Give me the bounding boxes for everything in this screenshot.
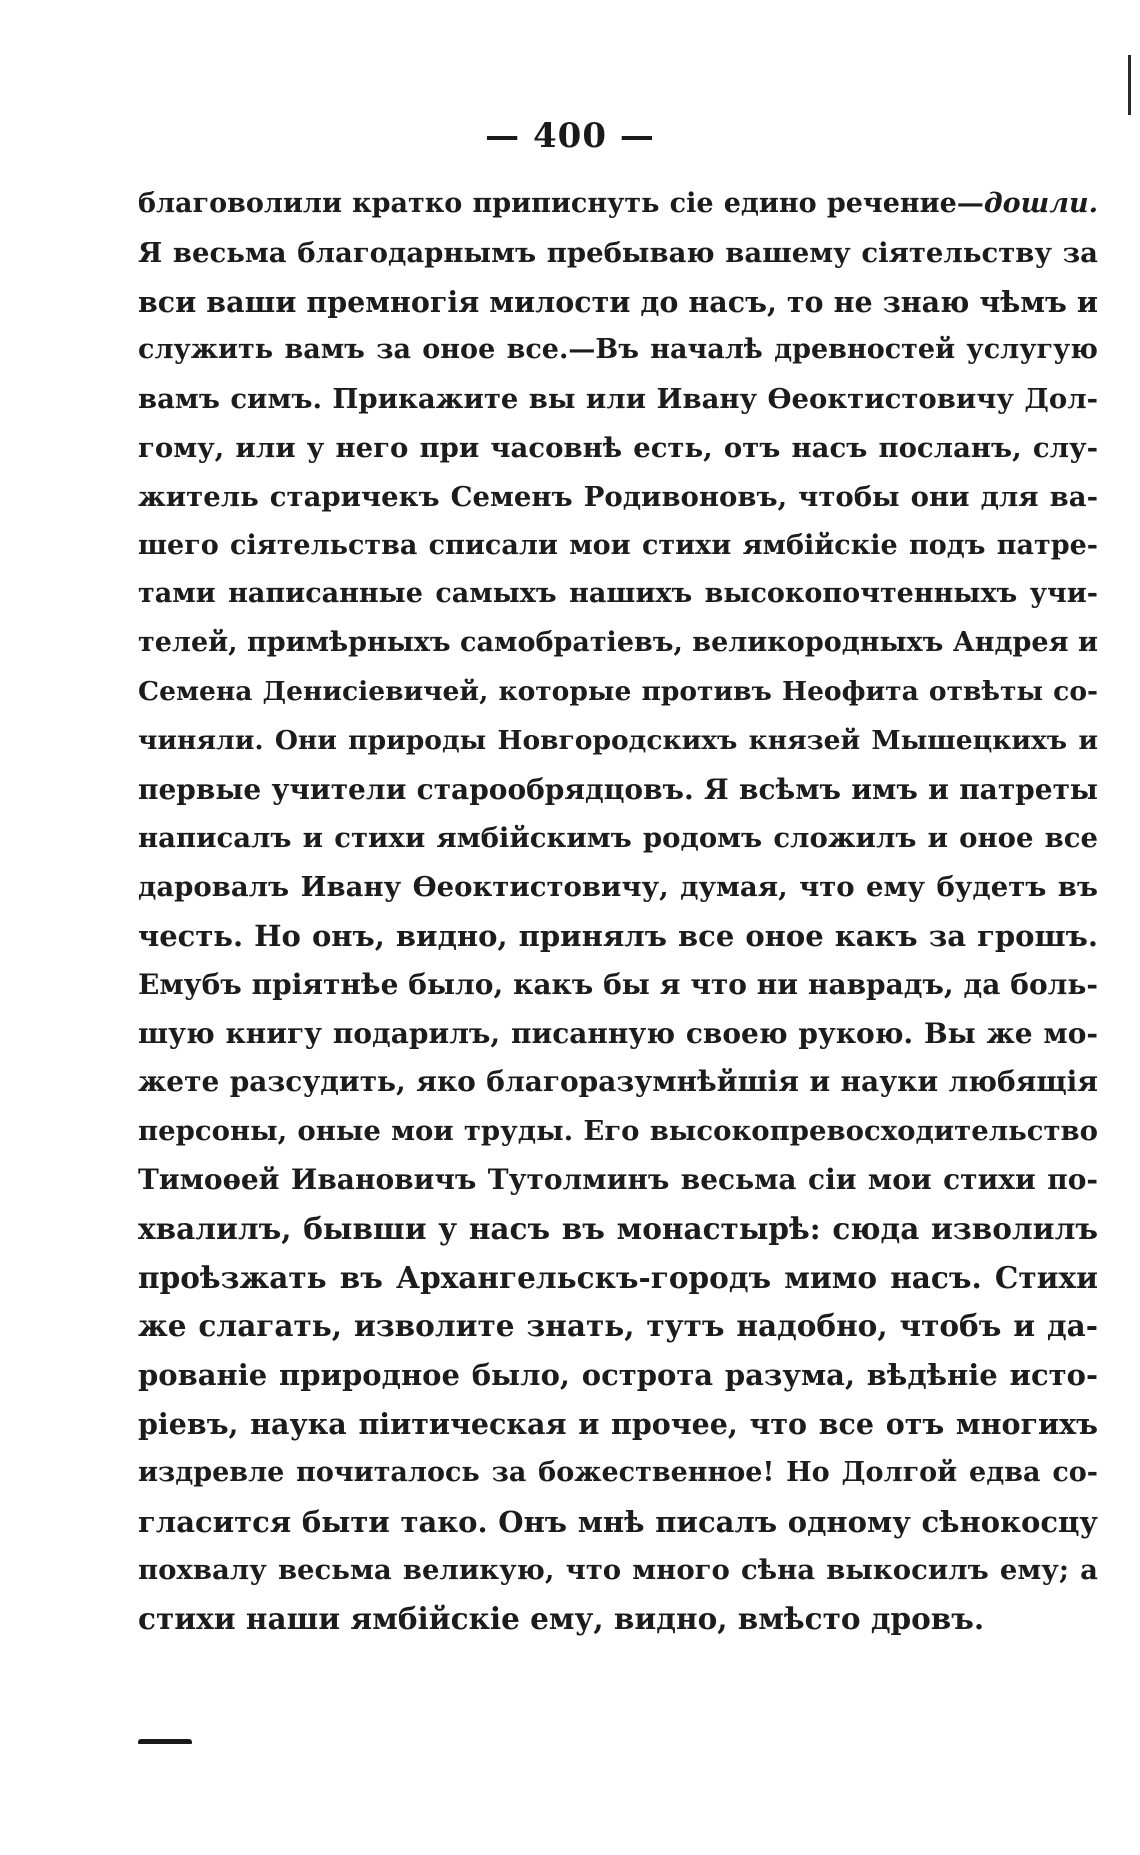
text-line-29: похвалу весьма великую, что много сѣна выкосилъ ему; а (138, 1554, 1098, 1587)
text-line-26: ріевъ, наука пiитическая и прочее, что все отъ многихъ (138, 1406, 1098, 1441)
body-text (138, 180, 1098, 1644)
text-line-3: вси ваши премногія милости до насъ, то не знаю чѣмъ и (138, 284, 1098, 319)
text-line-28: гласится быти тако. Онъ мнѣ писалъ одному сѣнокосцу (138, 1504, 1098, 1539)
text-line-2: Я весьма благодарнымъ пребываю вашему сіятельству за (138, 236, 1098, 269)
text-line-6: гому, или у него при часовнѣ есть, отъ насъ посланъ, слу- (138, 431, 1098, 464)
text-line-14: написалъ и стихи ямбійскимъ родомъ сложилъ и оное все (138, 822, 1098, 855)
text-line-19: жете разсудить, яко благоразумнѣйшія и науки любящія (138, 1065, 1098, 1099)
text-line-21: Тимоѳей Ивановичъ Тутолминъ весьма сіи мои стихи по- (138, 1162, 1098, 1196)
text-line-8: шего сіятельства списали мои стихи ямбійскіе подъ патре- (138, 529, 1098, 561)
footer-rule (138, 1739, 192, 1744)
page-edge-mark (1128, 55, 1131, 115)
text-line-23: проѣзжать въ Архангельскъ-городъ мимо насъ. Стихи (138, 1259, 1098, 1295)
text-line-22: хвалилъ, бывши у насъ въ монастырѣ: сюда изволилъ (138, 1210, 1098, 1246)
text-line-25: рованіе природное было, острота разума, вѣдѣніе исто- (138, 1358, 1098, 1393)
text-line-30: стихи наши ямбійскіе ему, видно, вмѣсто дровъ. (138, 1601, 985, 1637)
text-line-18: шую книгу подарилъ, писанную своею рукою. Вы же мо- (138, 1016, 1098, 1050)
text-line-5: вамъ симъ. Прикажите вы или Ивану Ѳеоктистовичу Дол- (138, 383, 1098, 416)
text-line-27: издревле почиталось за божественное! Но Долгой едва со- (138, 1456, 1098, 1488)
text-line-1-main: благоволили кратко приписнуть сіе едино речение— (138, 188, 984, 219)
italic-word: дошли. (983, 188, 1098, 219)
text-line-13: первые учители старообрядцовъ. Я всѣмъ имъ и патреты (138, 772, 1098, 806)
text-line-1 (138, 180, 1098, 229)
text-line-9: тами написанные самыхъ нашихъ высокопочтенныхъ учи- (138, 578, 1098, 610)
text-line-15: даровалъ Ивану Ѳеоктистовичу, думая, что ему будетъ въ (138, 871, 1098, 904)
text-line-12: чиняли. Они природы Новгородскихъ князей Мышецкихъ и (138, 724, 1098, 756)
text-line-24: же слагать, изволите знать, тутъ надобно, чтобъ и да- (138, 1308, 1098, 1344)
text-line-17: Емубъ пріятнѣе было, какъ бы я что ни наврадъ, да боль- (138, 967, 1098, 1001)
text-line-4: служить вамъ за оное все.—Въ началѣ древностей услугую (138, 334, 1098, 366)
text-line-10: телей, примѣрныхъ самобратіевъ, великородныхъ Андрея и (138, 627, 1098, 659)
text-line-11: Семена Денисіевичей, которые противъ Неофита отвѣты со- (138, 675, 1098, 707)
text-line-7: житель старичекъ Семенъ Родивоновъ, чтобы они для ва- (138, 480, 1098, 513)
text-line-16: честь. Но онъ, видно, принялъ все оное какъ за грошъ. (138, 918, 1098, 953)
text-line-20: персоны, оные мои труды. Его высокопревосходительство (138, 1115, 1098, 1148)
page-number: — 400 — (485, 116, 655, 156)
